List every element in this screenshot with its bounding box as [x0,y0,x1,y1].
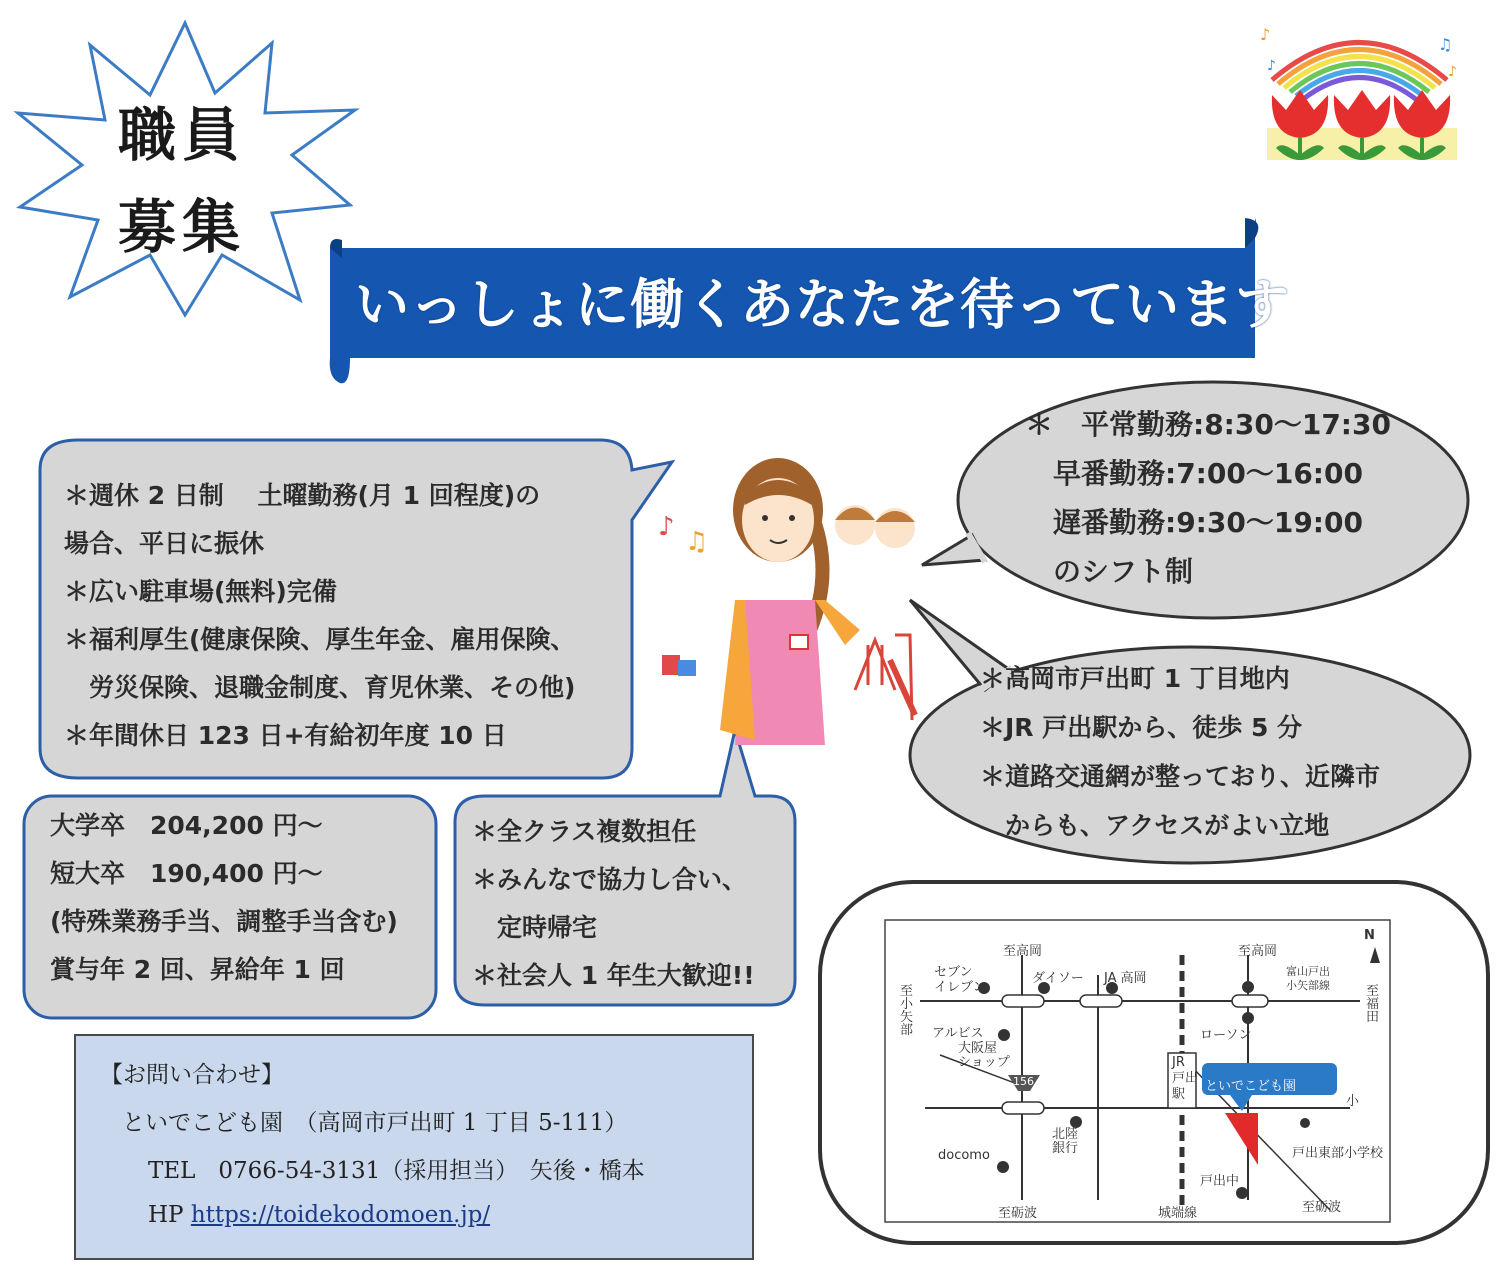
map-label-docomo: docomo [938,1148,990,1163]
benefit-line: ＊年間休日 123 日+有給初年度 10 日 [64,721,507,750]
map-label-right-dest: 至福田 [1366,984,1380,1025]
benefit-line: 場合、平日に振休 [64,529,265,558]
work-style-list [472,808,755,1000]
map-label-toide-east-es: 戸出東部小学校 [1292,1146,1384,1161]
salary-line: 賞与年 2 回、昇給年 1 回 [50,955,345,984]
benefits-list [64,472,575,760]
map-label-toyama-branch: 富山戸出 小矢部線 [1286,965,1330,992]
salary-line: 短大卒 190,400 円～ [50,859,323,888]
svg-text:♪: ♪ [1267,58,1276,74]
location-line: からも、アクセスがよい立地 [980,811,1330,840]
svg-text:♪: ♪ [1260,25,1271,44]
hp-label: HP [148,1202,184,1228]
map-label-top-right-dest: 至高岡 [1238,944,1278,959]
map-label-bottom-left-dest: 至砺波 [998,1206,1038,1221]
map-label-toide-jhs: 戸出中 [1200,1174,1240,1189]
hours-line: 早番勤務:7:00～16:00 [1025,457,1363,490]
work-style-line: ＊社会人 1 年生大歓迎!! [472,961,755,990]
svg-text:♫: ♫ [1438,35,1453,54]
map-label-hokuriku-bank: 北陸 銀行 [1052,1127,1079,1156]
contact-heading: 【お問い合わせ】 [100,1062,284,1088]
map-label-left-dest: 至小矢部 [900,984,914,1038]
work-style-line: ＊全クラス複数担任 [472,817,697,846]
teacher-children-illustration [650,450,930,750]
homepage-link[interactable]: https://toidekodomoen.jp/ [190,1202,491,1228]
map-label-top-left-dest: 至高岡 [1003,944,1043,959]
contact-hp-line [148,1202,490,1228]
map-label-alpis: アルビス [932,1026,984,1041]
svg-text:♪: ♪ [658,512,675,542]
work-hours-list [1025,400,1391,596]
salary-line: (特殊業務手当、調整手当含む) [50,907,398,936]
salary-list [50,802,398,994]
location-info-list [980,654,1380,850]
map-label-bottom-right-dest: 至砺波 [1302,1200,1342,1215]
map-label-small: 小 [1346,1094,1360,1109]
map-label-school-callout: といでこども園 [1205,1079,1297,1094]
burst-line1: 職員 [118,101,247,169]
benefit-line: ＊週休 2 日制 土曜勤務(月 1 回程度)の [64,481,541,510]
hours-line: ＊ 平常勤務:8:30～17:30 [1025,408,1391,441]
map-label-daiso: ダイソー [1032,971,1084,986]
map-label-north: N [1364,928,1375,943]
map-label-ja: JA 高岡 [1104,971,1147,986]
location-line: ＊高岡市戸出町 1 丁目地内 [980,664,1290,693]
map-label-route: 156 [1013,1075,1034,1088]
map-label-osakaya: 大阪屋 ショップ [958,1041,1010,1070]
benefit-line: ＊広い駐車場(無料)完備 [64,577,337,606]
salary-line: 大学卒 204,200 円～ [50,811,323,840]
map-label-seven-eleven: セブン イレブン [934,965,986,995]
location-line: ＊道路交通網が整っており、近隣市 [980,762,1381,791]
hours-line: 遅番勤務:9:30～19:00 [1025,506,1363,539]
banner-text: いっしょに働くあなたを待っています [355,273,1290,336]
contact-tel-line: TEL 0766-54-3131（採用担当） 矢後・橋本 [148,1158,645,1184]
work-style-line: 定時帰宅 [472,913,598,942]
burst-line2: 募集 [118,193,247,261]
map-label-jr-station: JR 戸出 駅 [1172,1055,1199,1102]
benefit-line: ＊福利厚生(健康保険、厚生年金、雇用保険、 [64,625,576,654]
contact-name-line: といでこども園 （高岡市戸出町 1 丁目 5-111） [122,1110,628,1136]
work-style-line: ＊みんなで協力し合い、 [472,865,748,894]
access-map [880,915,1400,1230]
hours-line: のシフト制 [1025,555,1194,588]
contact-box [74,1034,754,1260]
location-line: ＊JR 戸出駅から、徒歩 5 分 [980,713,1303,742]
map-label-lawson: ローソン [1200,1028,1252,1043]
map-label-bottom-mid-dest: 城端線 [1158,1206,1198,1221]
benefit-line: 労災保険、退職金制度、育児休業、その他) [64,673,576,702]
svg-text:♪: ♪ [1448,64,1457,80]
svg-text:♫: ♫ [685,527,709,557]
